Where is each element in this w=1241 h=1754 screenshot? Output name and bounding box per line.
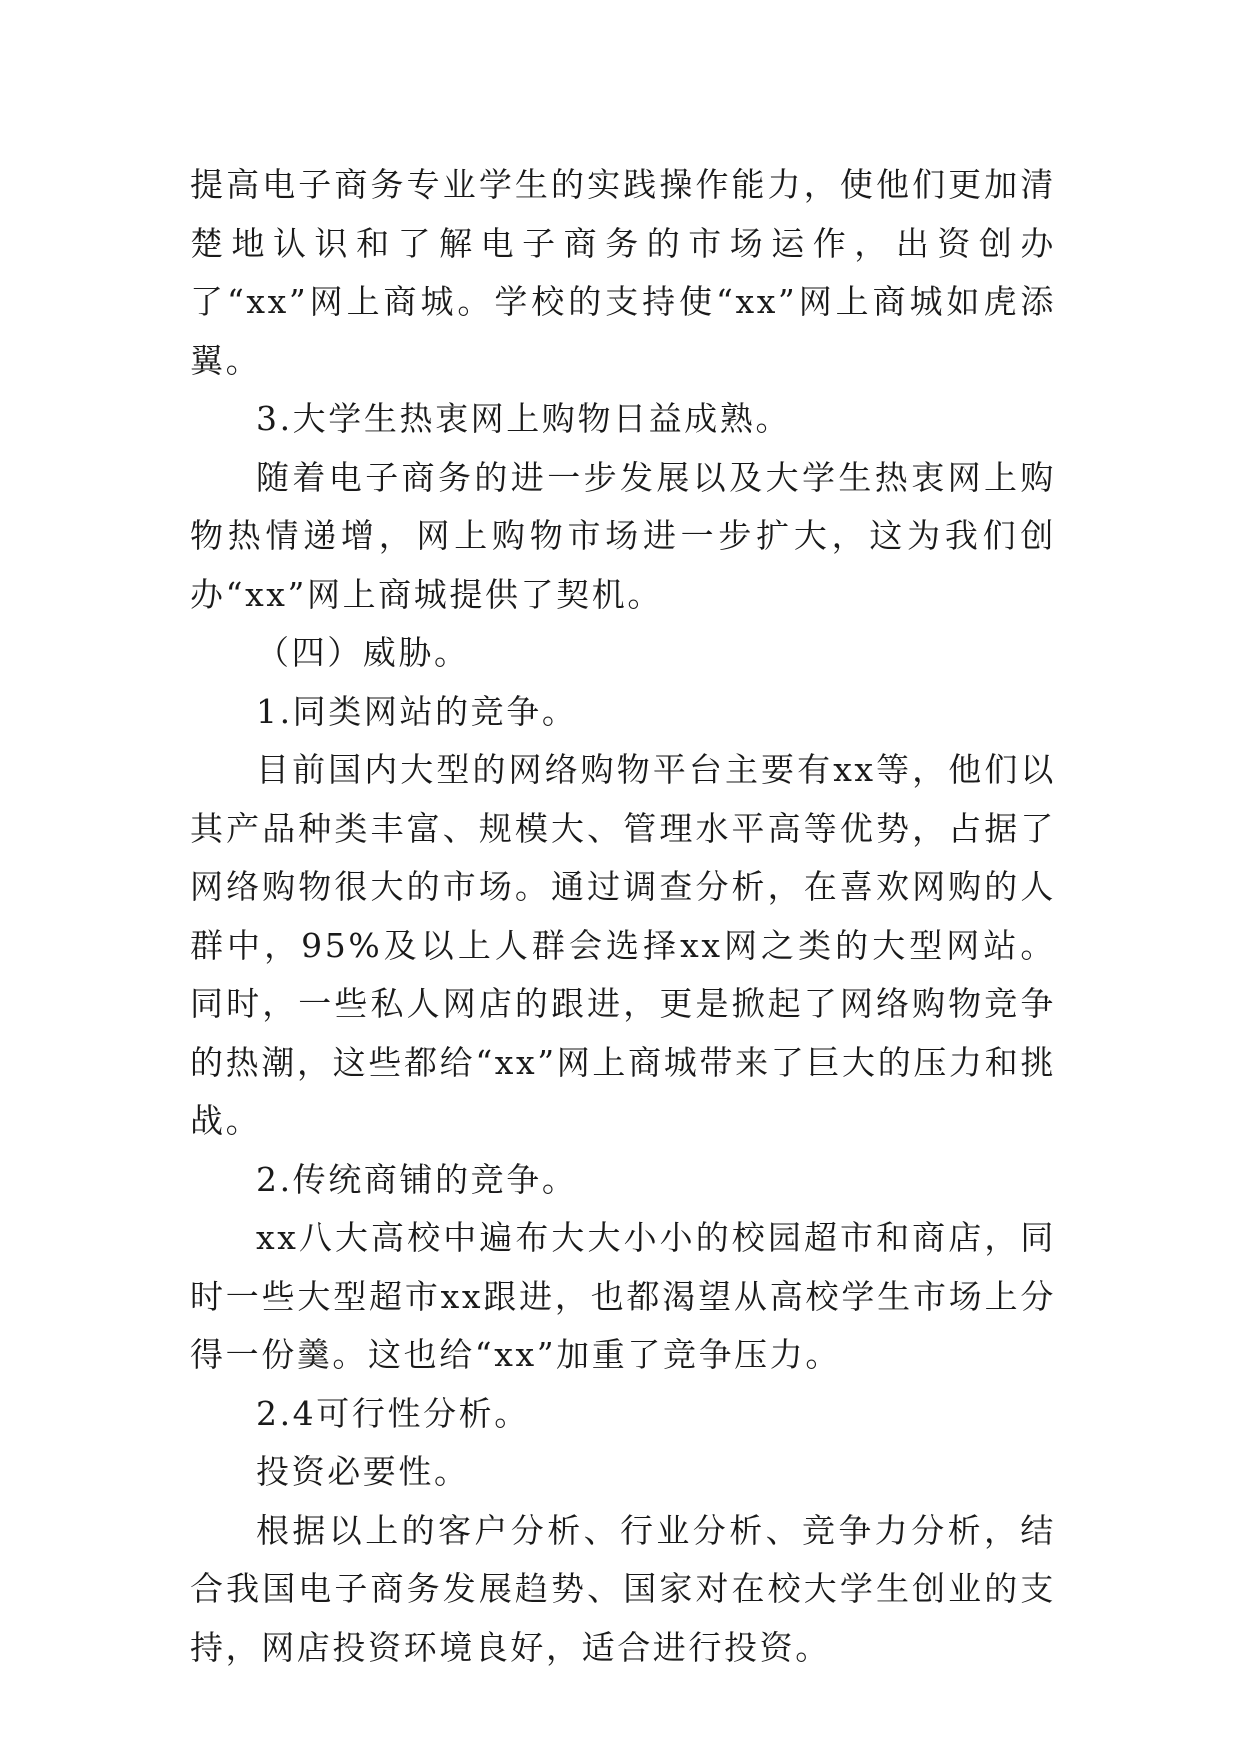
heading-item-3: 3.大学生热衷网上购物日益成熟。 xyxy=(256,399,792,438)
document-body xyxy=(190,156,1056,1677)
section-heading-threats: （四）威胁。 xyxy=(256,633,470,672)
paragraph-competition-websites: 目前国内大型的网络购物平台主要有xx等，他们以其产品种类丰富、规模大、管理水平高等优势，占据了网络购物很大的市场。通过调查分析，在喜欢网购的人群中，95%及以上人群会选择xx网之类的大型网站。同时，一些私人网店的跟进，更是掀起了网络购物竞争的热潮，这些都给“xx”网上商城带来了巨大的压力和挑战。 xyxy=(190,750,1056,1140)
heading-item-1: 1.同类网站的竞争。 xyxy=(256,691,578,731)
paragraph-opportunity: 随着电子商务的进一步发展以及大学生热衷网上购物热情递增，网上购物市场进一步扩大，这为我们创办“xx”网上商城提供了契机。 xyxy=(190,457,1056,614)
paragraph-competition-stores: xx八大高校中遍布大大小小的校园超市和商店，同时一些大型超市xx跟进，也都渴望从高校学生市场上分得一份羹。这也给“xx”加重了竞争压力。 xyxy=(190,1218,1056,1374)
paragraph-continued-intro: 提高电子商务专业学生的实践操作能力，使他们更加清楚地认识和了解电子商务的市场运作，出资创办了“xx”网上商城。学校的支持使“xx”网上商城如虎添翼。 xyxy=(190,165,1056,380)
subheading-investment-necessity: 投资必要性。 xyxy=(256,1452,470,1491)
heading-item-2: 2.传统商铺的竞争。 xyxy=(256,1159,578,1199)
paragraph-conclusion: 根据以上的客户分析、行业分析、竞争力分析，结合我国电子商务发展趋势、国家对在校大学生创业的支持，网店投资环境良好，适合进行投资。 xyxy=(190,1510,1056,1667)
section-heading-feasibility: 2.4可行性分析。 xyxy=(256,1393,530,1433)
